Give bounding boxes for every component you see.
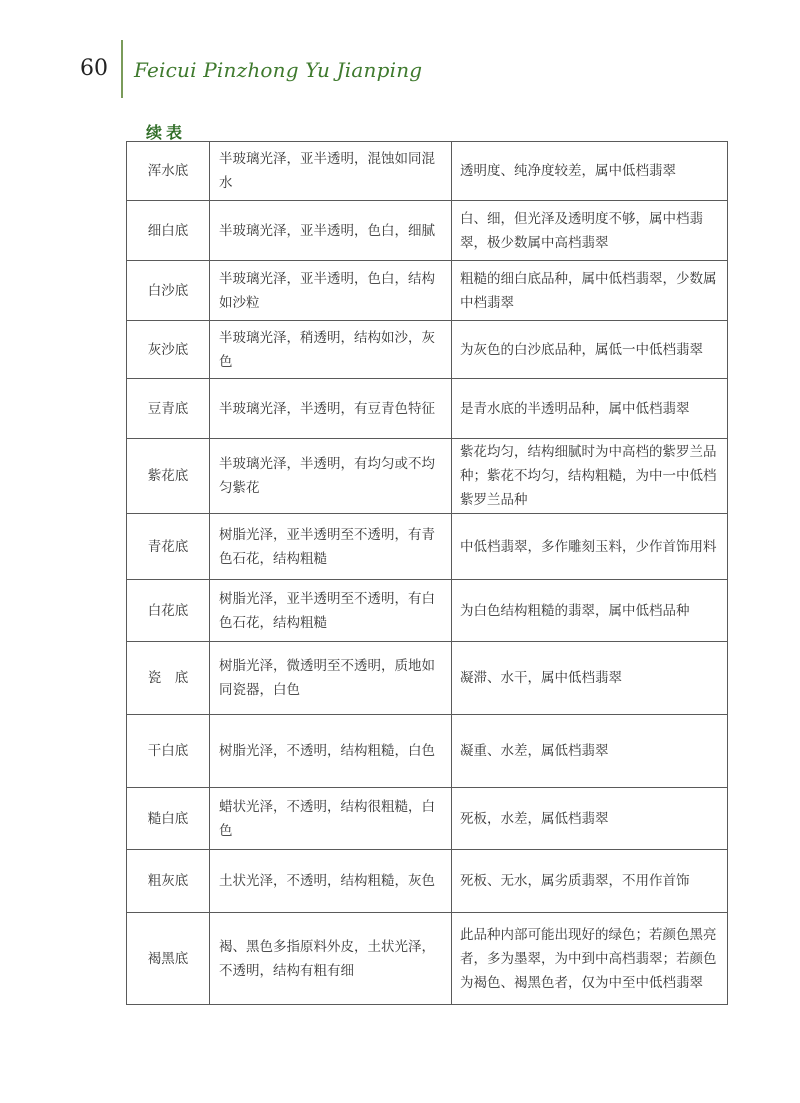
characteristics-cell: 土状光泽，不透明，结构粗糙，灰色 xyxy=(210,850,452,913)
characteristics-cell: 蜡状光泽，不透明，结构很粗糙，白色 xyxy=(210,788,452,850)
table-row xyxy=(127,201,728,261)
characteristics-cell: 树脂光泽，微透明至不透明，质地如同瓷器，白色 xyxy=(210,642,452,715)
base-type-cell: 白沙底 xyxy=(127,261,210,321)
table-row xyxy=(127,850,728,913)
table-row xyxy=(127,913,728,1005)
characteristics-cell: 半玻璃光泽，稍透明，结构如沙，灰色 xyxy=(210,321,452,379)
base-type-cell: 褐黑底 xyxy=(127,913,210,1005)
quality-grade-cell: 死板、无水，属劣质翡翠，不用作首饰 xyxy=(452,850,728,913)
quality-grade-cell: 此品种内部可能出现好的绿色；若颜色黑亮者，多为墨翠，为中到中高档翡翠；若颜色为褐色、褐黑色者，仅为中至中低档翡翠 xyxy=(452,913,728,1005)
base-type-cell: 干白底 xyxy=(127,715,210,788)
table-row xyxy=(127,642,728,715)
base-type-cell: 豆青底 xyxy=(127,379,210,439)
quality-grade-cell: 紫花均匀，结构细腻时为中高档的紫罗兰品种；紫花不均匀，结构粗糙，为中一中低档紫罗兰品种 xyxy=(452,439,728,514)
base-type-cell: 青花底 xyxy=(127,514,210,580)
base-type-cell: 细白底 xyxy=(127,201,210,261)
table-row xyxy=(127,321,728,379)
quality-grade-cell: 透明度、纯净度较差，属中低档翡翠 xyxy=(452,142,728,201)
quality-grade-cell: 粗糙的细白底品种，属中低档翡翠，少数属中档翡翠 xyxy=(452,261,728,321)
quality-grade-cell: 是青水底的半透明品种，属中低档翡翠 xyxy=(452,379,728,439)
quality-grade-cell: 凝滞、水干，属中低档翡翠 xyxy=(452,642,728,715)
page-number: 60 xyxy=(80,56,108,81)
table-continued-label: 续表 xyxy=(146,123,187,142)
quality-grade-cell: 白、细，但光泽及透明度不够，属中档翡翠，极少数属中高档翡翠 xyxy=(452,201,728,261)
table-row xyxy=(127,715,728,788)
characteristics-cell: 半玻璃光泽，亚半透明，混蚀如同混水 xyxy=(210,142,452,201)
characteristics-cell: 半玻璃光泽，半透明，有豆青色特征 xyxy=(210,379,452,439)
characteristics-cell: 半玻璃光泽，亚半透明，色白，结构如沙粒 xyxy=(210,261,452,321)
characteristics-cell: 树脂光泽，亚半透明至不透明，有青色石花，结构粗糙 xyxy=(210,514,452,580)
header-divider xyxy=(121,40,123,98)
table-row xyxy=(127,261,728,321)
characteristics-cell: 褐、黑色多指原料外皮，土状光泽，不透明，结构有粗有细 xyxy=(210,913,452,1005)
table-row xyxy=(127,379,728,439)
base-type-cell: 浑水底 xyxy=(127,142,210,201)
quality-grade-cell: 为灰色的白沙底品种，属低一中低档翡翠 xyxy=(452,321,728,379)
jade-base-table xyxy=(126,141,728,1005)
base-type-cell: 灰沙底 xyxy=(127,321,210,379)
base-type-cell: 紫花底 xyxy=(127,439,210,514)
table-row xyxy=(127,514,728,580)
base-type-cell: 糙白底 xyxy=(127,788,210,850)
characteristics-cell: 树脂光泽，亚半透明至不透明，有白色石花，结构粗糙 xyxy=(210,580,452,642)
running-title: Feicui Pinzhong Yu Jianping xyxy=(134,58,423,82)
quality-grade-cell: 凝重、水差，属低档翡翠 xyxy=(452,715,728,788)
quality-grade-cell: 为白色结构粗糙的翡翠，属中低档品种 xyxy=(452,580,728,642)
table-row xyxy=(127,439,728,514)
characteristics-cell: 半玻璃光泽，半透明，有均匀或不均匀紫花 xyxy=(210,439,452,514)
base-type-cell: 粗灰底 xyxy=(127,850,210,913)
characteristics-cell: 树脂光泽，不透明，结构粗糙，白色 xyxy=(210,715,452,788)
quality-grade-cell: 中低档翡翠，多作雕刻玉料，少作首饰用料 xyxy=(452,514,728,580)
table-row xyxy=(127,580,728,642)
table-row xyxy=(127,142,728,201)
base-type-cell: 瓷 底 xyxy=(127,642,210,715)
table-row xyxy=(127,788,728,850)
characteristics-cell: 半玻璃光泽，亚半透明，色白，细腻 xyxy=(210,201,452,261)
base-type-cell: 白花底 xyxy=(127,580,210,642)
quality-grade-cell: 死板，水差，属低档翡翠 xyxy=(452,788,728,850)
